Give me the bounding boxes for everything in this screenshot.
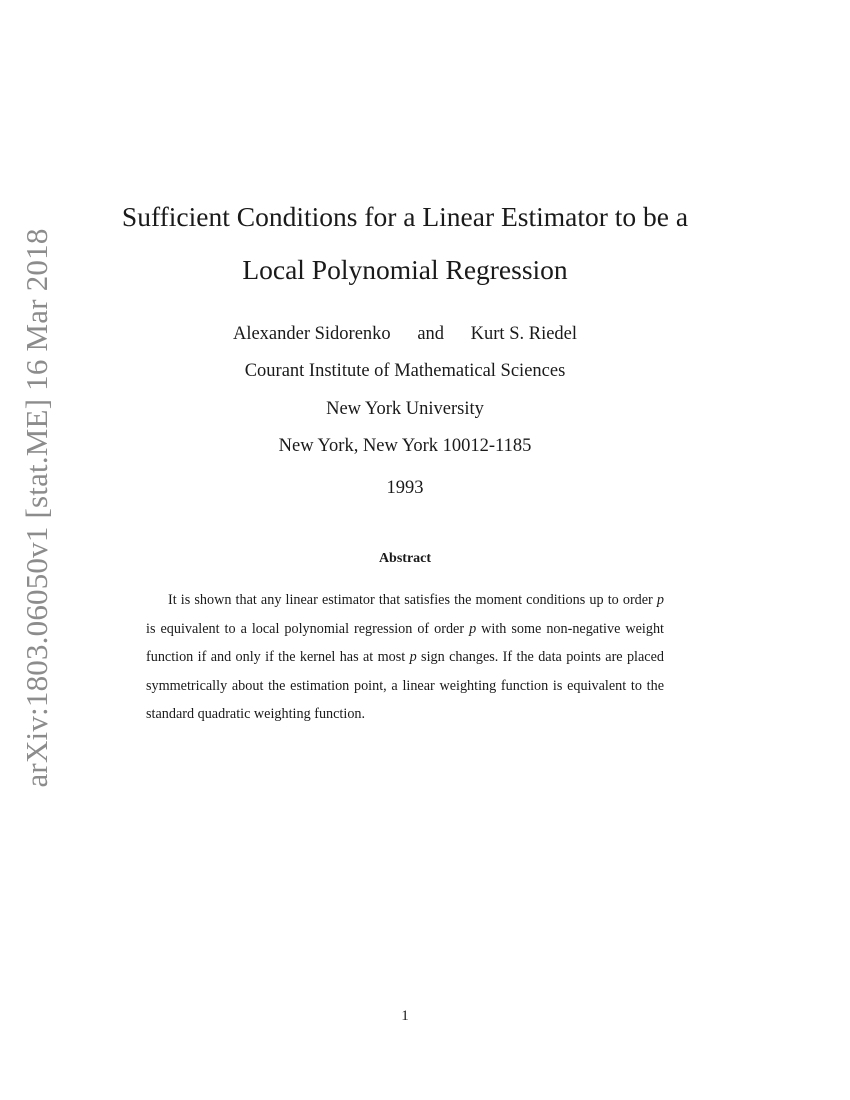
affiliation-university: New York University: [326, 399, 484, 419]
abstract-body: It is shown that any linear estimator that satisfies the moment conditions up to order p is equivalent to a local polynomial regression of order p with some non-negative weight function if and only if the kernel has at most p sign changes. If the data points are placed symmetrically about the estimation point, a linear weighting function is equivalent to the standard quadratic weighting function.: [146, 592, 664, 723]
affiliation-address: New York, New York 10012-1185: [278, 436, 532, 456]
authors: [0, 324, 810, 345]
author-name: Kurt S. Riedel: [470, 324, 578, 344]
abstract-heading: Abstract: [378, 551, 432, 566]
affiliation-institute: Courant Institute of Mathematical Sciences: [244, 361, 566, 381]
arxiv-identifier-stamp: arXiv:1803.06050v1 [stat.ME] 16 Mar 2018: [19, 228, 54, 788]
page-number: 1: [401, 1008, 409, 1024]
publication-year: 1993: [386, 478, 424, 498]
paper-title-line-2: Local Polynomial Regression: [242, 254, 568, 285]
paper-title-line-1: Sufficient Conditions for a Linear Estimator to be a: [121, 201, 689, 232]
author-name: Alexander Sidorenko: [232, 324, 391, 344]
author-conjunction: and: [417, 324, 445, 344]
